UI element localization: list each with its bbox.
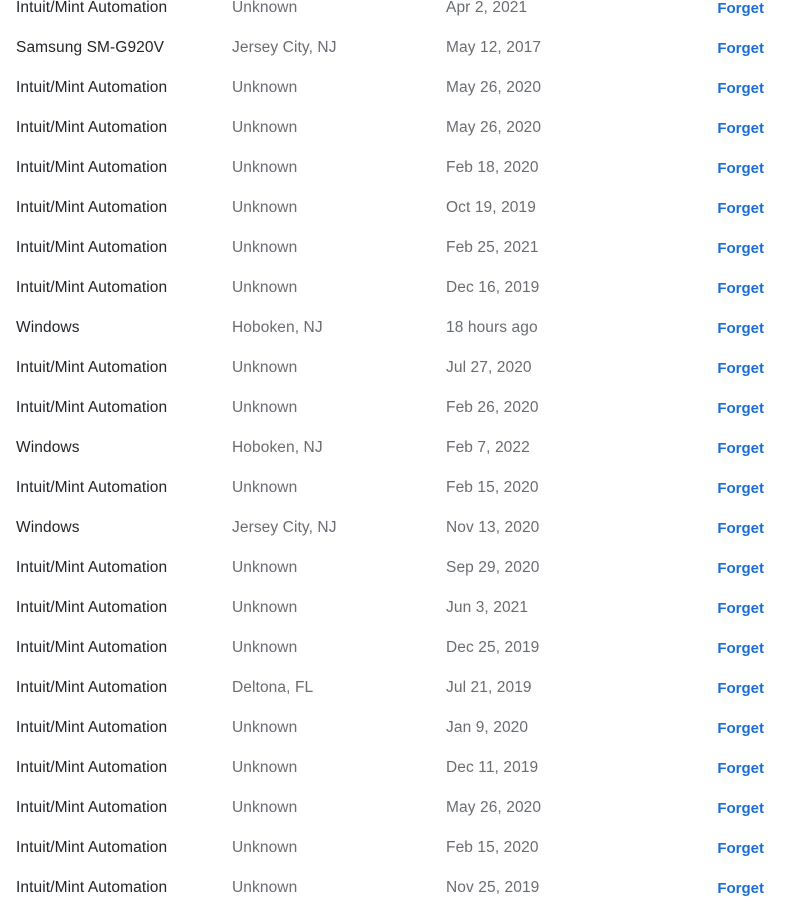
- device-name: Intuit/Mint Automation: [16, 679, 168, 696]
- device-name: Intuit/Mint Automation: [16, 839, 168, 856]
- device-location: Unknown: [232, 279, 298, 296]
- device-name: Samsung SM-G920V: [16, 39, 165, 56]
- device-last-active: Apr 2, 2021: [446, 0, 528, 16]
- device-row: [0, 668, 789, 708]
- device-name: Intuit/Mint Automation: [16, 0, 168, 16]
- device-last-active: May 26, 2020: [446, 79, 542, 96]
- forget-link[interactable]: Forget: [717, 759, 764, 777]
- device-name: Intuit/Mint Automation: [16, 479, 168, 496]
- device-location: Unknown: [232, 479, 298, 496]
- device-last-active: Dec 25, 2019: [446, 639, 540, 656]
- device-name: Intuit/Mint Automation: [16, 199, 168, 216]
- device-row: [0, 828, 789, 868]
- device-last-active: Dec 11, 2019: [446, 759, 539, 776]
- forget-link[interactable]: Forget: [717, 279, 764, 297]
- device-row: [0, 548, 789, 588]
- device-row: [0, 108, 789, 148]
- device-row: [0, 588, 789, 628]
- device-row: [0, 268, 789, 308]
- device-row: [0, 508, 789, 548]
- device-name: Intuit/Mint Automation: [16, 399, 168, 416]
- forget-link[interactable]: Forget: [717, 479, 764, 497]
- device-location: Unknown: [232, 719, 298, 736]
- device-last-active: Feb 25, 2021: [446, 239, 539, 256]
- device-name: Intuit/Mint Automation: [16, 799, 168, 816]
- device-last-active: May 26, 2020: [446, 799, 542, 816]
- device-location: Unknown: [232, 759, 298, 776]
- device-name: Intuit/Mint Automation: [16, 599, 168, 616]
- device-location: Unknown: [232, 839, 298, 856]
- device-name: Intuit/Mint Automation: [16, 639, 168, 656]
- device-row: [0, 348, 789, 388]
- device-location: Unknown: [232, 559, 298, 576]
- forget-link[interactable]: Forget: [717, 159, 764, 177]
- device-last-active: Feb 15, 2020: [446, 839, 539, 856]
- device-location: Unknown: [232, 599, 298, 616]
- forget-link[interactable]: Forget: [717, 879, 764, 897]
- device-location: Unknown: [232, 399, 298, 416]
- device-last-active: Jun 3, 2021: [446, 599, 529, 616]
- forget-link[interactable]: Forget: [717, 199, 764, 217]
- forget-link[interactable]: Forget: [717, 79, 764, 97]
- forget-link[interactable]: Forget: [717, 639, 764, 657]
- device-name: Intuit/Mint Automation: [16, 879, 168, 896]
- device-last-active: Jan 9, 2020: [446, 719, 529, 736]
- device-row: [0, 228, 789, 268]
- device-name: Intuit/Mint Automation: [16, 719, 168, 736]
- device-last-active: May 12, 2017: [446, 39, 542, 56]
- device-row: [0, 628, 789, 668]
- device-name: Windows: [16, 439, 80, 456]
- forget-link[interactable]: Forget: [717, 439, 764, 457]
- device-row: [0, 468, 789, 508]
- device-name: Intuit/Mint Automation: [16, 559, 168, 576]
- forget-link[interactable]: Forget: [717, 559, 764, 577]
- device-name: Windows: [16, 519, 80, 536]
- device-name: Windows: [16, 319, 80, 336]
- forget-link[interactable]: Forget: [717, 679, 764, 697]
- device-row: [0, 68, 789, 108]
- device-location: Unknown: [232, 639, 298, 656]
- device-location: Hoboken, NJ: [232, 439, 323, 456]
- device-location: Unknown: [232, 359, 298, 376]
- device-last-active: Sep 29, 2020: [446, 559, 540, 576]
- device-last-active: May 26, 2020: [446, 119, 542, 136]
- device-name: Intuit/Mint Automation: [16, 119, 168, 136]
- device-location: Hoboken, NJ: [232, 319, 323, 336]
- device-last-active: Oct 19, 2019: [446, 199, 536, 216]
- device-location: Unknown: [232, 79, 298, 96]
- device-name: Intuit/Mint Automation: [16, 759, 168, 776]
- device-row: [0, 388, 789, 428]
- device-row: [0, 0, 789, 28]
- forget-link[interactable]: Forget: [717, 719, 764, 737]
- device-name: Intuit/Mint Automation: [16, 159, 168, 176]
- device-location: Unknown: [232, 239, 298, 256]
- device-location: Unknown: [232, 119, 298, 136]
- device-location: Unknown: [232, 799, 298, 816]
- forget-link[interactable]: Forget: [717, 39, 764, 57]
- forget-link[interactable]: Forget: [717, 519, 764, 537]
- forget-link[interactable]: Forget: [717, 119, 764, 137]
- device-row: [0, 308, 789, 348]
- device-location: Unknown: [232, 159, 298, 176]
- forget-link[interactable]: Forget: [717, 239, 764, 257]
- device-location: Jersey City, NJ: [232, 39, 337, 56]
- device-name: Intuit/Mint Automation: [16, 359, 168, 376]
- device-row: [0, 188, 789, 228]
- device-last-active: 18 hours ago: [446, 319, 538, 336]
- device-last-active: Jul 27, 2020: [446, 359, 532, 376]
- device-location: Deltona, FL: [232, 679, 314, 696]
- forget-link[interactable]: Forget: [717, 399, 764, 417]
- device-last-active: Feb 7, 2022: [446, 439, 530, 456]
- forget-link[interactable]: Forget: [717, 599, 764, 617]
- device-row: [0, 708, 789, 748]
- device-last-active: Jul 21, 2019: [446, 679, 532, 696]
- forget-link[interactable]: Forget: [717, 359, 764, 377]
- device-location: Jersey City, NJ: [232, 519, 337, 536]
- device-row: [0, 788, 789, 828]
- device-last-active: Dec 16, 2019: [446, 279, 540, 296]
- forget-link[interactable]: Forget: [717, 319, 764, 337]
- device-name: Intuit/Mint Automation: [16, 79, 168, 96]
- forget-link[interactable]: Forget: [717, 799, 764, 817]
- device-last-active: Nov 13, 2020: [446, 519, 540, 536]
- forget-link[interactable]: Forget: [717, 839, 764, 857]
- device-name: Intuit/Mint Automation: [16, 279, 168, 296]
- device-location: Unknown: [232, 879, 298, 896]
- device-last-active: Nov 25, 2019: [446, 879, 540, 896]
- device-name: Intuit/Mint Automation: [16, 239, 168, 256]
- device-last-active: Feb 26, 2020: [446, 399, 539, 416]
- device-location: Unknown: [232, 199, 298, 216]
- device-last-active: Feb 15, 2020: [446, 479, 539, 496]
- device-row: [0, 428, 789, 468]
- device-row: [0, 28, 789, 68]
- device-row: [0, 868, 789, 906]
- forget-link[interactable]: Forget: [717, 0, 764, 17]
- device-last-active: Feb 18, 2020: [446, 159, 539, 176]
- device-location: Unknown: [232, 0, 298, 16]
- device-row: [0, 148, 789, 188]
- device-row: [0, 748, 789, 788]
